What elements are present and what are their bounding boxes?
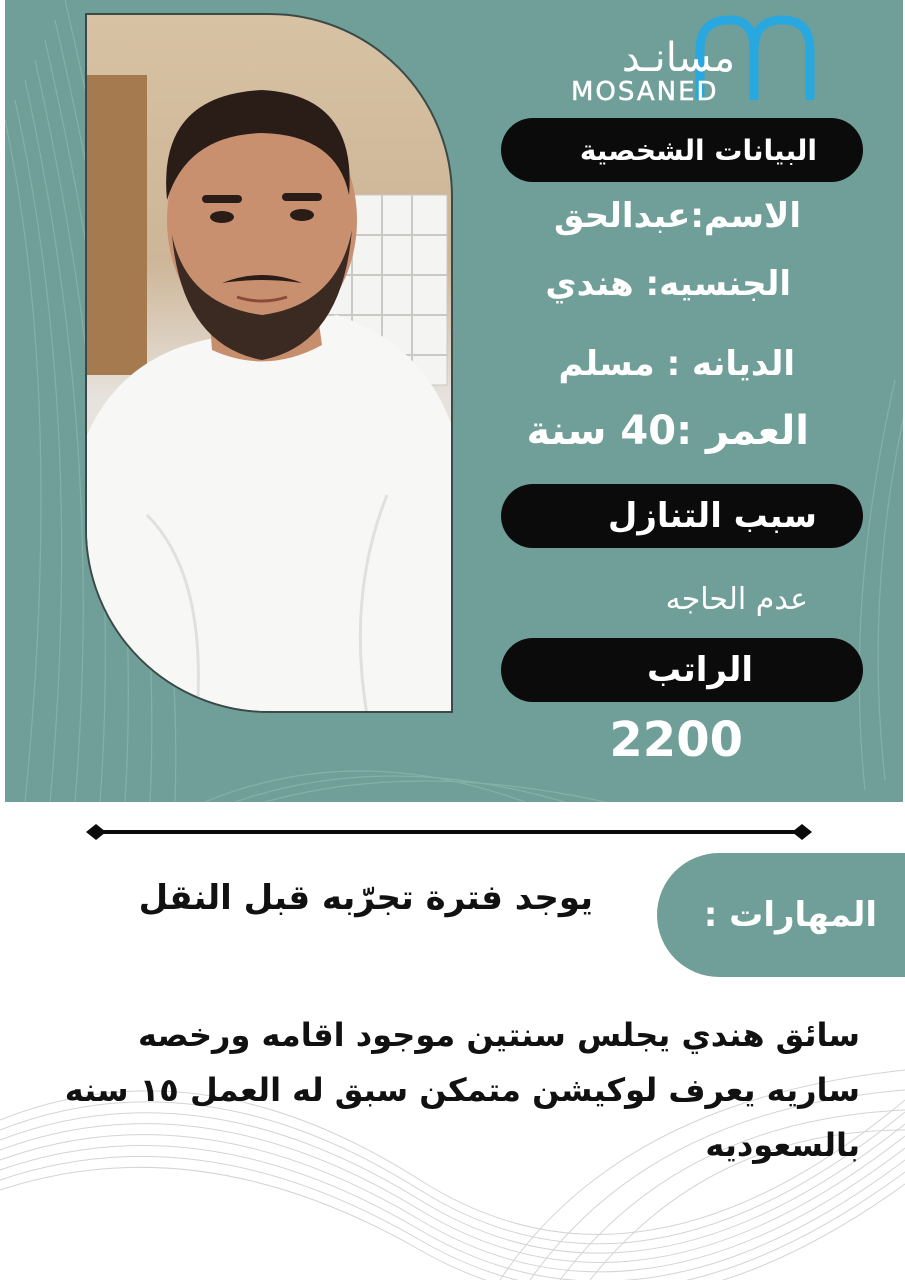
salary-heading-label: الراتب [647,650,753,690]
logo-arabic-text: مسانـد [621,35,735,81]
personal-data-label: البيانات الشخصية [579,133,817,167]
skills-label: المهارات : [703,895,877,935]
reason-value: عدم الحاجه [665,582,808,617]
name-field: الاسم:عبدالحق [554,196,801,236]
candidate-photo [85,13,453,713]
salary-value: 2200 [609,712,743,768]
mosaned-logo [565,15,825,105]
personal-data-heading [501,118,863,182]
skills-label-tab [657,853,905,977]
nationality-field: الجنسيه: هندي [545,264,791,304]
skills-description: سائق هندي يجلس سنتين موجود اقامه ورخصه ساريه يعرف لوكيشن متمكن سبق له العمل ١٥ سنه بالسعوديه [64,1016,860,1164]
logo-latin-text: MOSANED [571,77,719,107]
age-field: العمر :40 سنة [526,408,809,454]
reason-heading [501,484,863,548]
reason-heading-label: سبب التنازل [607,496,817,536]
religion-field: الديانه : مسلم [558,344,795,384]
section-divider [84,820,814,844]
profile-panel [5,0,903,802]
trial-note: يوجد فترة تجرّبه قبل النقل [138,878,593,918]
salary-heading [501,638,863,702]
